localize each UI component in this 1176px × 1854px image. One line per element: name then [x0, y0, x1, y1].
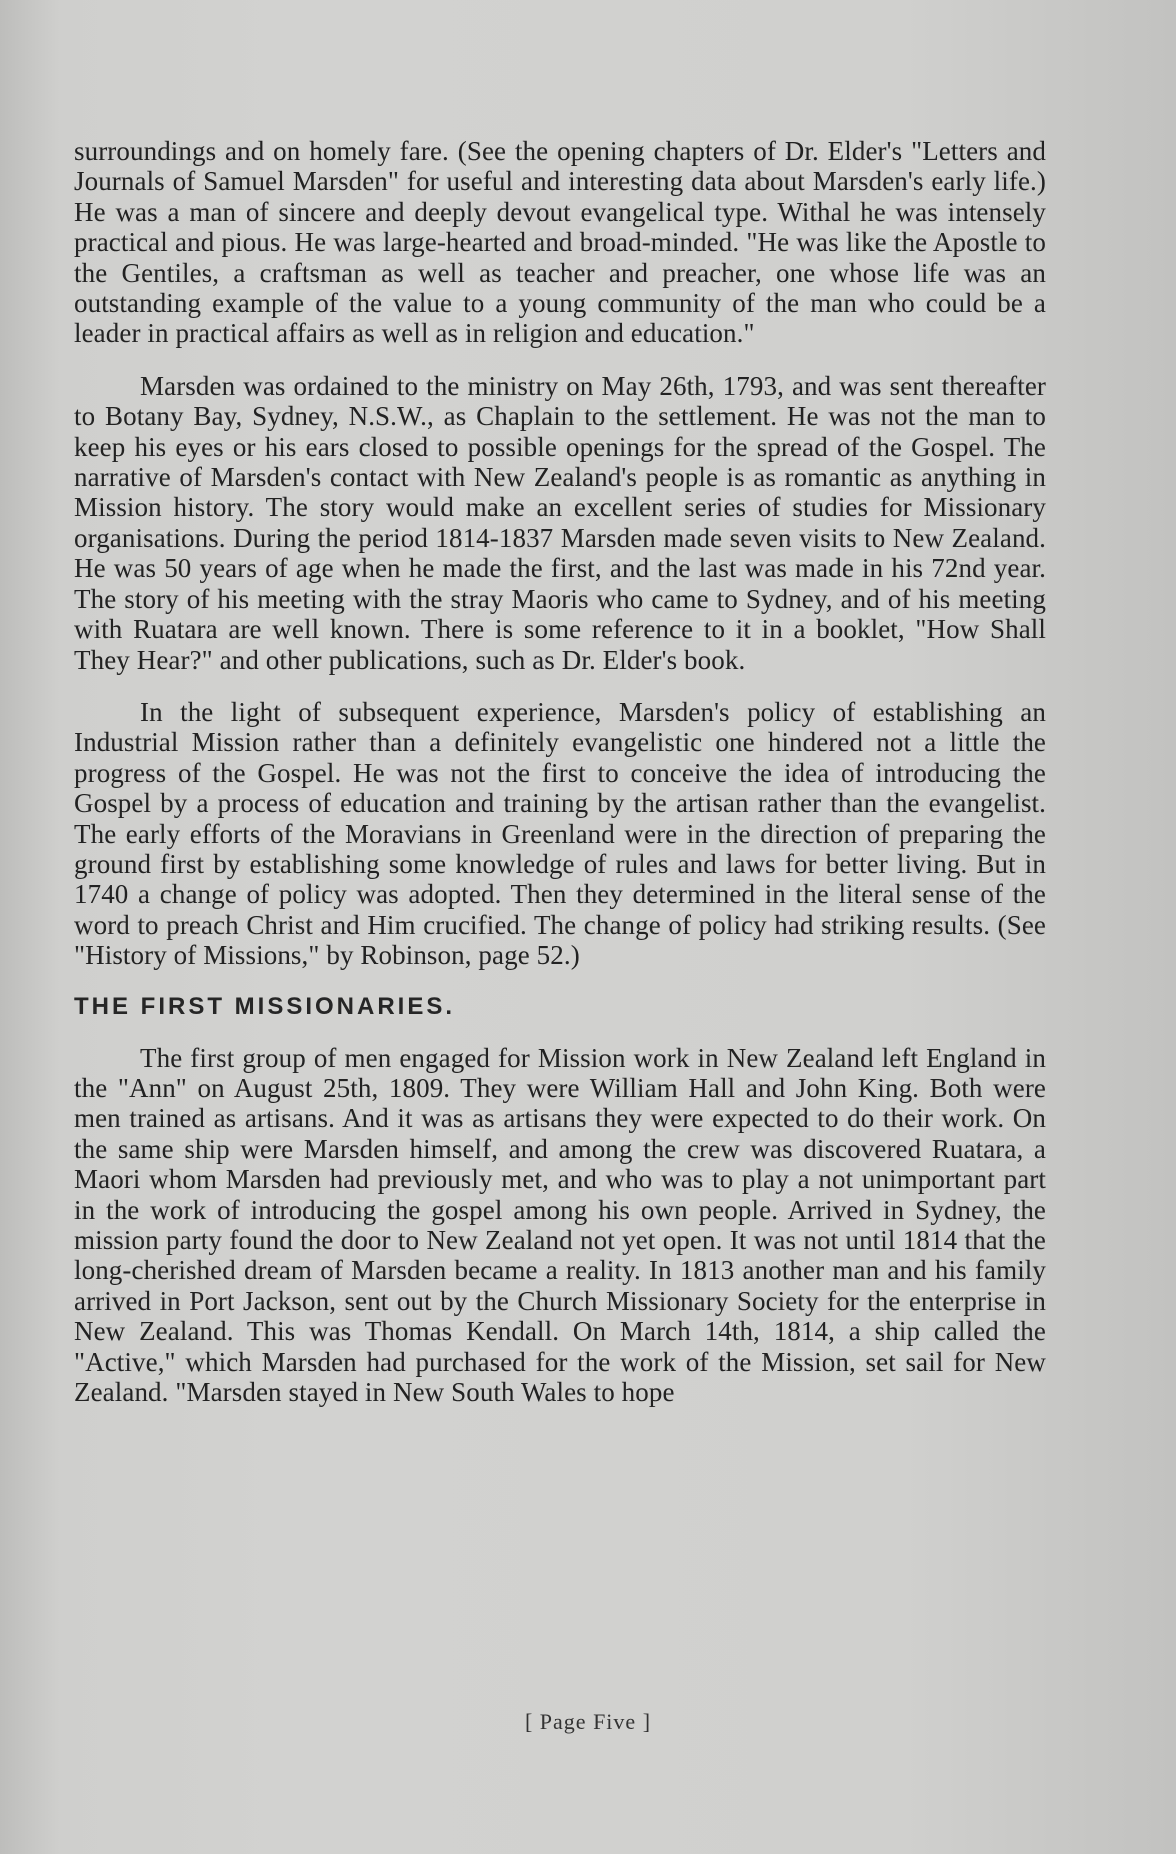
page-body: [74, 136, 1046, 1429]
section-heading-first-missionaries: THE FIRST MISSIONARIES.: [74, 992, 456, 1020]
page-number: [ Page Five ]: [524, 1709, 652, 1734]
paragraph-marsden-character: surroundings and on homely fare. (See the opening chapters of Dr. Elder's "Letters and Journals of Samuel Marsden" for useful and interesting data about Marsden's early life.) He was a man of sincere and deeply devout evangelical type. Withal he was intensely practical and pious. He was large-hearted and broad-minded. "He was like the Apostle to the Gentiles, a craftsman as well as teacher and preacher, one whose life was an outstanding example of the value to a young community of the man who could be a leader in practical affairs as well as in religion and education.": [74, 136, 1046, 349]
paragraph-first-missionaries: The first group of men engaged for Mission work in New Zealand left England in the "Ann" on August 25th, 1809. They were William Hall and John King. Both were men trained as artisans. And it was as artisans they were expected to do their work. On the same ship were Marsden himself, and among the crew was discovered Ruatara, a Maori whom Marsden had previously met, and who was to play a not unimportant part in the work of introducing the gospel among his own people. Arrived in Sydney, the mission party found the door to New Zealand not yet open. It was not until 1814 that the long-cherished dream of Marsden became a reality. In 1813 another man and his family arrived in Port Jackson, sent out by the Church Missionary Society for the enterprise in New Zealand. This was Thomas Kendall. On March 14th, 1814, a ship called the "Active," which Marsden had purchased for the work of the Mission, set sail for New Zealand. "Marsden stayed in New South Wales to hope: [74, 1042, 1046, 1408]
paragraph-industrial-mission: In the light of subsequent experience, Marsden's policy of establishing an Industrial Mission rather than a definitely evangelistic one hindered not a little the progress of the Gospel. He was not the first to conceive the idea of introducing the Gospel by a process of education and training by the artisan rather than the evangelist. The early efforts of the Moravians in Greenland were in the direction of preparing the ground first by establishing some knowledge of rules and laws for better living. But in 1740 a change of policy was adopted. Then they determined in the literal sense of the word to preach Christ and Him crucified. The change of policy had striking results. (See "History of Missions," by Robinson, page 52.): [74, 696, 1046, 971]
paragraph-marsden-ordination: Marsden was ordained to the ministry on May 26th, 1793, and was sent thereafter to Botany Bay, Sydney, N.S.W., as Chaplain to the settlement. He was not the man to keep his eyes or his ears closed to possible openings for the spread of the Gospel. The narrative of Marsden's contact with New Zealand's people is as romantic as anything in Mission history. The story would make an excellent series of studies for Missionary organisations. During the period 1814-1837 Marsden made seven visits to New Zealand. He was 50 years of age when he made the first, and the last was made in his 72nd year. The story of his meeting with the stray Maoris who came to Sydney, and of his meeting with Ruatara are well known. There is some reference to it in a booklet, "How Shall They Hear?" and other publications, such as Dr. Elder's book.: [74, 370, 1046, 675]
